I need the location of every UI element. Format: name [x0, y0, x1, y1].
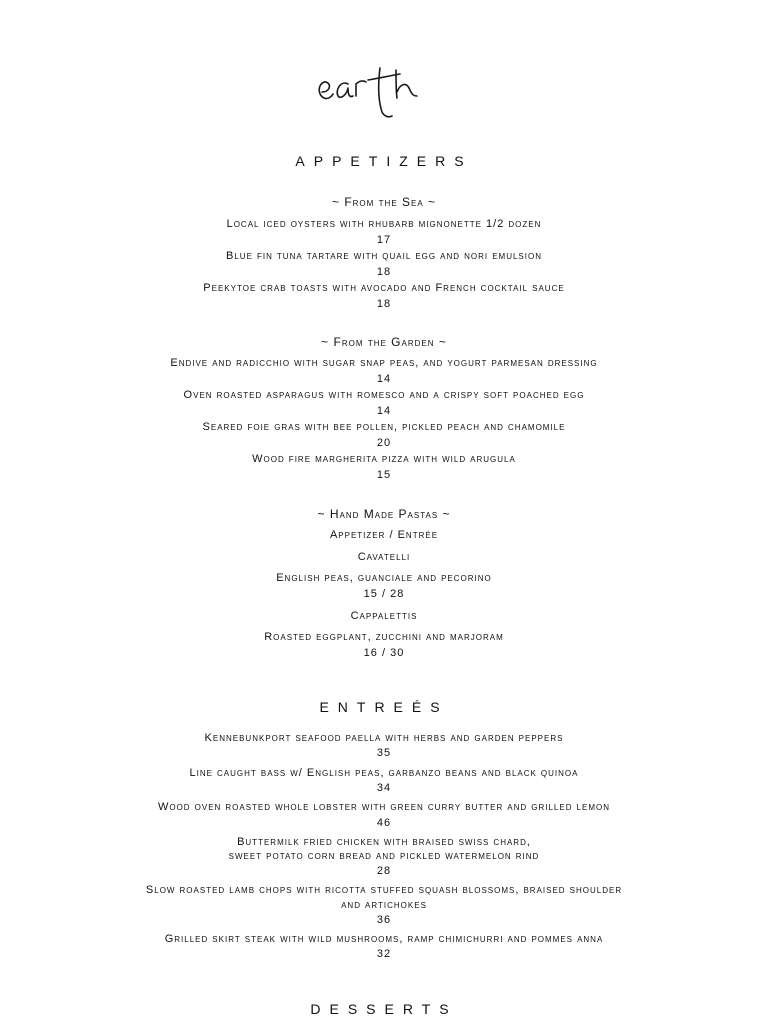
menu-item-price: 46: [376, 817, 392, 829]
appetizers-heading: APPETIZERS: [295, 153, 473, 169]
menu-item-price: 32: [376, 948, 392, 960]
pasta-portion-note: Appetizer / Entrée: [329, 529, 439, 541]
menu-item-name: Buttermilk fried chicken with braised swiss chard,: [237, 836, 531, 848]
menu-item-name: Grilled skirt steak with wild mushrooms, ramp chimichurri and pommes anna: [164, 933, 604, 945]
menu-item-name: Line caught bass w/ English peas, garbanzo beans and black quinoa: [189, 767, 579, 779]
menu-item-name: English peas, guanciale and pecorino: [276, 572, 492, 584]
menu-item-name: Wood oven roasted whole lobster with green curry butter and grilled lemon: [157, 801, 610, 813]
menu-item-name: and artichokes: [341, 899, 427, 911]
menu-item-name: Kennebunkport seafood paella with herbs and garden peppers: [204, 732, 564, 744]
earth-logo: [0, 62, 768, 126]
menu-item-price: 15: [376, 469, 392, 481]
menu-item-price: 16 / 30: [363, 647, 405, 659]
hand-made-pastas-title: ~ Hand Made Pastas ~: [317, 507, 451, 521]
menu-item-name: Peekytoe crab toasts with avocado and French cocktail sauce: [203, 282, 565, 294]
entrees-heading: ENTREÉS: [319, 699, 449, 715]
menu-item-price: 15 / 28: [363, 588, 405, 600]
menu-item-price: 18: [376, 298, 392, 310]
menu-item-price: 34: [376, 782, 392, 794]
pasta-title: Cappalettis: [350, 610, 418, 622]
menu-item-price: 20: [376, 437, 392, 449]
menu-item-name: Oven roasted asparagus with romesco and a crispy soft poached egg: [183, 389, 585, 401]
menu-item-price: 18: [376, 266, 392, 278]
menu-item-price: 14: [376, 405, 392, 417]
menu-item-price: 17: [376, 234, 392, 246]
menu-item-price: 35: [376, 747, 392, 759]
menu-item-name: sweet potato corn bread and pickled watermelon rind: [228, 850, 540, 862]
menu-item-name: Blue fin tuna tartare with quail egg and nori emulsion: [226, 250, 542, 262]
from-the-sea-title: ~ From the Sea ~: [331, 195, 437, 209]
menu-item-name: Seared foie gras with bee pollen, pickled peach and chamomile: [202, 421, 566, 433]
pasta-title: Cavatelli: [357, 551, 411, 563]
menu-item-name: Slow roasted lamb chops with ricotta stuffed squash blossoms, braised shoulder: [145, 884, 623, 896]
menu-item-name: Endive and radicchio with sugar snap peas, and yogurt parmesan dressing: [170, 357, 598, 369]
menu-item-name: Local iced oysters with rhubarb mignonette 1/2 dozen: [226, 218, 542, 230]
from-the-garden-title: ~ From the Garden ~: [321, 335, 447, 349]
menu-item-price: 36: [376, 914, 392, 926]
menu-item-name: Wood fire margherita pizza with wild arugula: [252, 453, 516, 465]
menu-item-price: 28: [376, 865, 392, 877]
desserts-heading: DESSERTS: [310, 1001, 458, 1017]
menu-item-name: Roasted eggplant, zucchini and marjoram: [264, 631, 504, 643]
menu-item-price: 14: [376, 373, 392, 385]
